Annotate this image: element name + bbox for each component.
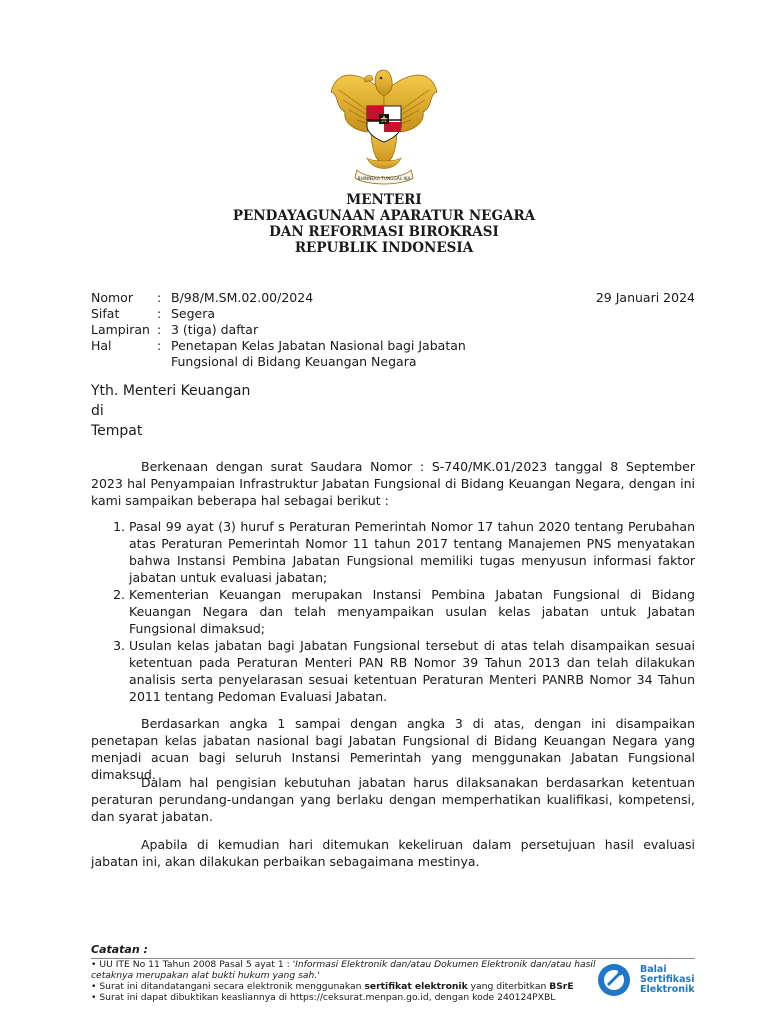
list-item-3: 3. Usulan kelas jabatan bagi Jabatan Fungsional tersebut di atas telah disampaikan sesuai ketentuan pada Peraturan Menteri PAN RB Nomor 39 Tahun 2013 dan telah dilakukan analisis serta penyelarasan sesuai ketentuan Peraturan Menteri PANRB Nomor 34 Tahun 2011 tentang Pedoman Evaluasi Jabatan. [129,637,695,705]
body-paragraph-3: Dalam hal pengisian kebutuhan jabatan harus dilaksanakan berdasarkan ketentuan peraturan perundang-undangan yang berlaku dengan memperhatikan kualifikasi, kompetensi, dan syarat jabatan. [91,775,695,824]
meta-row-lampiran [91,322,695,338]
garuda-emblem [327,62,441,190]
footer-note-1-prefix: • UU ITE No 11 Tahun 2008 Pasal 5 ayat 1 : ' [91,959,296,970]
footer-note-2-cert: sertifikat elektronik [364,981,468,992]
numbered-list-block [91,518,695,705]
footer-notes [91,959,601,1003]
hal-value-line-2: Fungsional di Bidang Keuangan Negara [171,354,417,369]
meta-row-hal [91,338,695,370]
body-paragraph-1-block [91,458,695,509]
recipient-line-1: Yth. Menteri Keuangan [91,383,251,399]
numbered-list [91,518,695,705]
footer-note-3: • Surat ini dapat dibuktikan keasliannya di https://ceksurat.menpan.go.id, dengan kode 240124PXBL [91,992,556,1003]
body-paragraph-4-block [91,836,695,870]
separator: : [157,290,162,305]
sifat-label: Sifat [91,306,120,321]
hal-label: Hal [91,338,112,353]
bsre-line-3: Elektronik [640,984,695,995]
hal-value-line-1: Penetapan Kelas Jabatan Nasional bagi Jabatan [171,338,466,353]
recipient-address [91,381,250,441]
body-paragraph-2: Berdasarkan angka 1 sampai dengan angka 3 di atas, dengan ini disampaikan penetapan kelas jabatan nasional bagi Jabatan Fungsional di Bidang Keuangan Negara yang menjadi acuan bagi seluruh Instansi Pemerintah yang menggunakan Jabatan Fungsional dimaksud. [91,716,695,782]
list-item-1: 1. Pasal 99 ayat (3) huruf s Peraturan Pemerintah Nomor 17 tahun 2020 tentang Perubahan atas Peraturan Pemerintah Nomor 11 tahun 2017 tentang Manajemen PNS menyatakan bahwa Instansi Pembina Jabatan Fungsional memiliki tugas menyusun informasi faktor jabatan untuk evaluasi jabatan; [129,518,695,586]
hal-value [171,338,695,370]
letter-heading [0,192,768,256]
separator: : [157,322,162,337]
lampiran-label: Lampiran [91,322,150,337]
heading-line-1: MENTERI [346,192,422,208]
meta-row-sifat [91,306,695,322]
footer-note-2 [91,981,601,992]
heading-line-3: DAN REFORMASI BIROKRASI [269,224,499,240]
recipient-line-2: di [91,403,104,419]
footer-title: Catatan : [91,943,148,956]
footer-note-1-quote: Informasi Elektronik dan/atau Dokumen Elektronik dan/atau hasil cetaknya merupakan alat bukti hukum yang sah. [91,959,596,981]
footer-note-2-a: • Surat ini ditandatangani secara elektronik menggunakan [91,981,365,992]
separator: : [157,306,162,321]
separator: : [157,338,162,353]
bsre-logo-text [640,965,695,995]
body-paragraph-1: Berkenaan dengan surat Saudara Nomor : S-740/MK.01/2023 tanggal 8 September 2023 hal Penyampaian Infrastruktur Jabatan Fungsional di Bidang Keuangan Negara, dengan ini kami sampaikan beberapa hal sebagai berikut : [91,459,695,508]
sifat-value: Segera [171,306,216,321]
body-paragraph-2-block [91,715,695,783]
letter-date: 29 Januari 2024 [595,290,695,305]
emblem-motto: BHINNEKA TUNGGAL IKA [357,177,411,182]
list-item-2: 2. Kementerian Keuangan merupakan Instansi Pembina Jabatan Fungsional di Bidang Keuangan Negara dan telah menyampaikan usulan kelas jabatan untuk Jabatan Fungsional dimaksud; [129,586,695,637]
footer-note-1 [91,959,601,981]
body-paragraph-3-block [91,774,695,825]
heading-line-4: REPUBLIK INDONESIA [294,240,474,256]
bsre-line-2: Sertifikasi [640,974,695,985]
recipient-line-3: Tempat [91,423,143,439]
nomor-label: Nomor [91,290,133,305]
lampiran-value: 3 (tiga) daftar [171,322,259,337]
nomor-value: B/98/M.SM.02.00/2024 [171,290,314,305]
footer-note-2-c: yang diterbitkan [467,981,550,992]
bsre-line-1: Balai [640,964,667,975]
body-paragraph-4: Apabila di kemudian hari ditemukan kekeliruan dalam persetujuan hasil evaluasi jabatan ini, akan dilakukan perbaikan sebagaimana mestinya. [91,837,695,869]
footer-note-1-suffix: ' [317,970,320,981]
heading-line-2: PENDAYAGUNAAN APARATUR NEGARA [232,208,536,224]
footer-note-2-bsre: BSrE [549,981,574,992]
